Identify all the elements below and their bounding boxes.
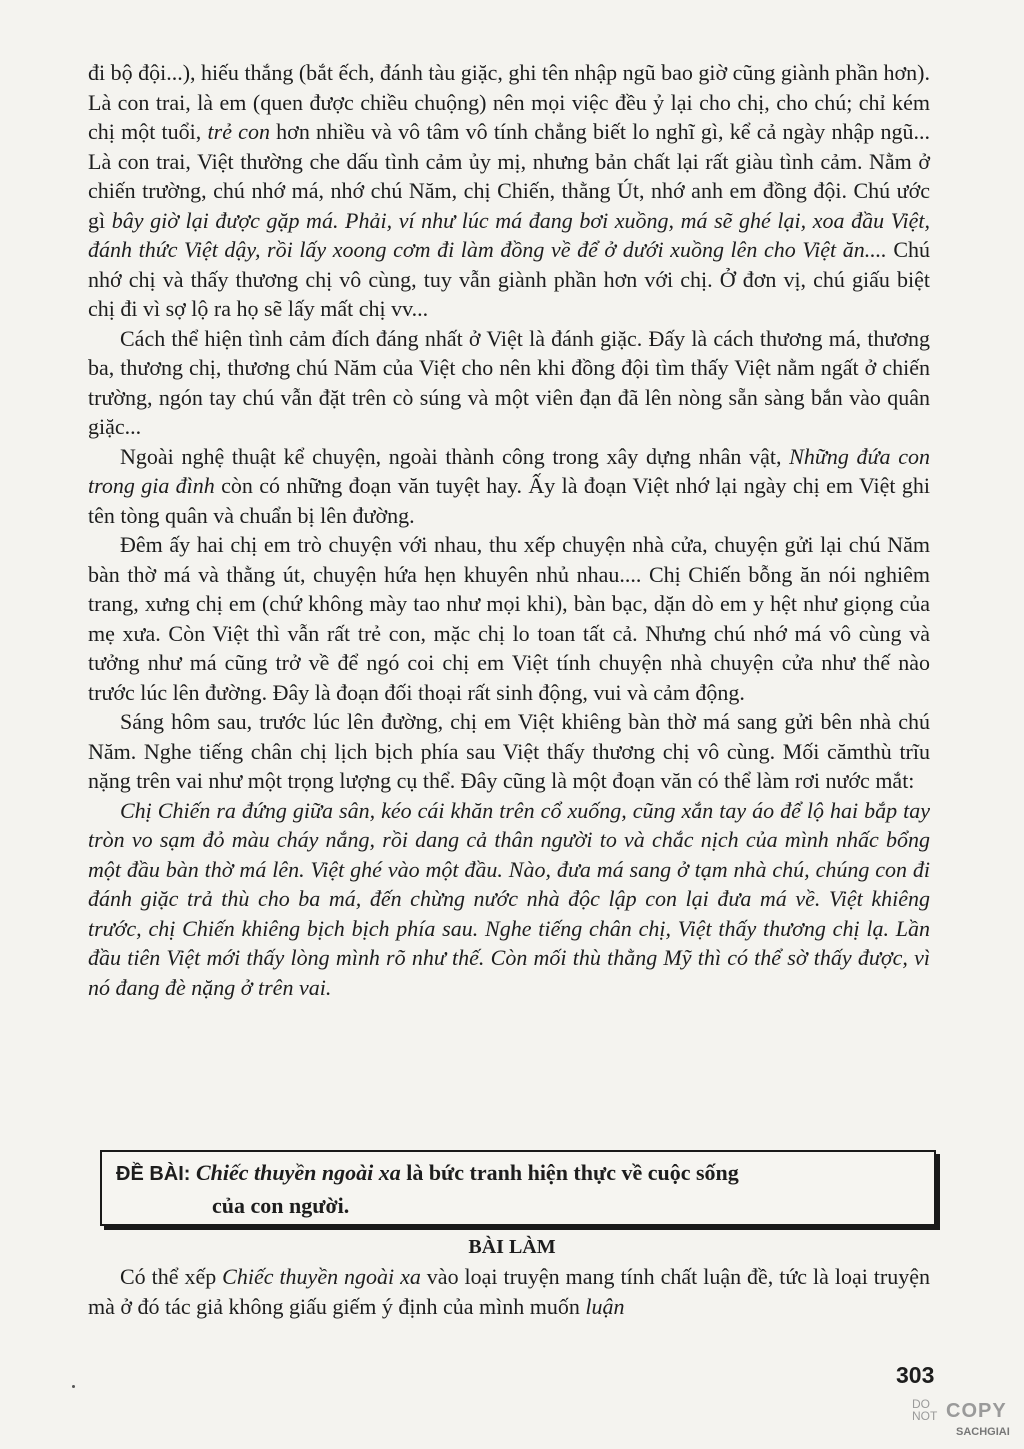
paragraph bbox=[88, 1262, 930, 1321]
text-segment: Ngoài nghệ thuật kể chuyện, ngoài thành công trong xây dựng nhân vật, bbox=[120, 443, 790, 469]
prompt-work-title: Chiếc thuyền ngoài xa bbox=[195, 1160, 401, 1185]
italic-text: trẻ con bbox=[207, 119, 270, 144]
prompt-line1-rest: là bức tranh hiện thực về cuộc sống bbox=[400, 1160, 739, 1185]
prompt-line2: của con người. bbox=[212, 1193, 350, 1218]
watermark-not: NOT bbox=[912, 1409, 938, 1423]
text-segment: Đêm ấy hai chị em trò chuyện với nhau, thu xếp chuyện nhà cửa, chuyện gửi lại chú Năm bàn thờ má và thằng út, chuyện hứa hẹn khuyên nhủ nhau.... Chị Chiến bỗng ăn nói nghiêm trang, xưng chị em (chứ không mày tao như mọi khi), bàn bạc, dặn dò em y hệt như giọng của mẹ xưa. Còn Việt thì vẫn rất trẻ con, mặc chị lo toan tất cả. Nhưng chú nhớ má vô cùng và tưởng như má cũng trở về để ngó coi chị em Việt tính chuyện nhà chuyện cửa như thế nào trước lúc lên đường. Đây là đoạn đối thoại rất sinh động, vui và cảm động. bbox=[88, 532, 930, 705]
watermark-brand: SACHGIAI bbox=[956, 1426, 1010, 1438]
watermark-logo bbox=[912, 1398, 1016, 1442]
text-segment: Cách thể hiện tình cảm đích đáng nhất ở Việt là đánh giặc. Đấy là cách thương má, thương ba, thương chị, thương chú Năm của Việt cho nên khi đồng đội tìm thấy Việt nằm ngất ở chiến trường, ngón tay chú vẫn đặt trên cò súng và một viên đạn đã lên nòng sẵn sàng bắn vào quân giặc... bbox=[88, 325, 930, 439]
italic-text: Chiếc thuyền ngoài xa bbox=[222, 1264, 421, 1289]
italic-text: luận bbox=[585, 1293, 625, 1319]
essay-prompt-box bbox=[100, 1150, 936, 1226]
text-segment: Chú nhớ chị và thấy thương chị vô cùng, tuy vẫn giành phần hơn với chị. Ở đơn vị, chú giấu biệt chị đi vì sợ lộ ra họ sẽ lấy mất chị vv... bbox=[88, 237, 930, 321]
text-segment: hơn nhiều và vô tâm vô tính chẳng biết lo nghĩ gì, kể cả ngày nhập ngũ... Là con trai, Việt thường che dấu tình cảm ủy mị, nhưng bản chất lại rất giàu tình cảm. Nằm ở chiến trường, chú nhớ má, nhớ chú Năm, chị Chiến, thằng Út, nhớ anh em đồng đội. Chú ước gì bbox=[88, 119, 931, 233]
paragraph bbox=[88, 530, 930, 707]
italic-text: bây giờ lại được gặp má. Phải, ví như lúc má đang bơi xuồng, má sẽ ghé lại, xoa đầu Việt, đánh thức Việt dậy, rồi lấy xoong cơm đi làm đồng về để ở dưới xuồng lên cho Việt ăn.... bbox=[88, 207, 930, 262]
text-segment: Sáng hôm sau, trước lúc lên đường, chị em Việt khiêng bàn thờ má sang gửi bên nhà chú Năm. Nghe tiếng chân chị lịch bịch phía sau Việt thấy thương chị vô cùng. Mối cămthù trĩu nặng trên vai như một trọng lượng cụ thể. Đây cũng là một đoạn văn có thể làm rơi nước mắt: bbox=[88, 709, 930, 793]
paragraph bbox=[88, 796, 930, 1003]
text-segment: Có thể xếp bbox=[120, 1264, 223, 1289]
paragraph bbox=[88, 324, 930, 442]
print-speck bbox=[72, 1385, 75, 1388]
paragraph bbox=[88, 58, 930, 324]
section-heading: BÀI LÀM bbox=[468, 1236, 556, 1258]
paragraph bbox=[88, 442, 930, 531]
watermark-do: DO bbox=[912, 1397, 930, 1411]
prompt-label: ĐỀ BÀI: bbox=[116, 1163, 191, 1185]
page-number: 303 bbox=[896, 1362, 935, 1388]
text-segment: đi bộ đội...), hiếu thắng (bắt ếch, đánh tàu giặc, ghi tên nhập ngũ bao giờ cũng giành phần hơn). Là con trai, là em (quen được chiều chuộng) nên mọi việc đều ỷ lại cho chị, cho chú; chỉ kém chị một tuổi, bbox=[88, 60, 930, 144]
body-text-top bbox=[88, 58, 930, 1002]
italic-text: Chị Chiến ra đứng giữa sân, kéo cái khăn trên cổ xuống, cũng xắn tay áo để lộ hai bắp tay tròn vo sạm đỏ màu cháy nắng, rồi dang cả thân người to và chắc nịch của mình nhấc bổng một đầu bàn thờ má lên. Việt ghé vào một đầu. Nào, đưa má sang ở tạm nhà chú, chúng con đi đánh giặc trả thù cho ba má, đến chừng nước nhà độc lập con lại đưa má về. Việt khiêng trước, chị Chiến khiêng bịch bịch phía sau. Nghe tiếng chân chị, Việt thấy thương chị lạ. Lần đầu tiên Việt mới thấy lòng mình rõ như thế. Còn mối thù thằng Mỹ thì có thể sờ thấy được, vì nó đang đè nặng ở trên vai. bbox=[88, 797, 930, 1000]
paragraph bbox=[88, 707, 930, 796]
text-segment: vào loại truyện mang tính chất luận đề, tức là loại truyện mà ở đó tác giả không giấu giếm ý định của mình muốn bbox=[88, 1264, 930, 1319]
italic-text: Những đứa con trong gia đình bbox=[88, 443, 931, 498]
watermark-copy: COPY bbox=[946, 1400, 1007, 1422]
text-segment: còn có những đoạn văn tuyệt hay. Ấy là đoạn Việt nhớ lại ngày chị em Việt ghi tên tòng quân và chuẩn bị lên đường. bbox=[88, 473, 930, 528]
body-text-bottom bbox=[88, 1262, 930, 1321]
